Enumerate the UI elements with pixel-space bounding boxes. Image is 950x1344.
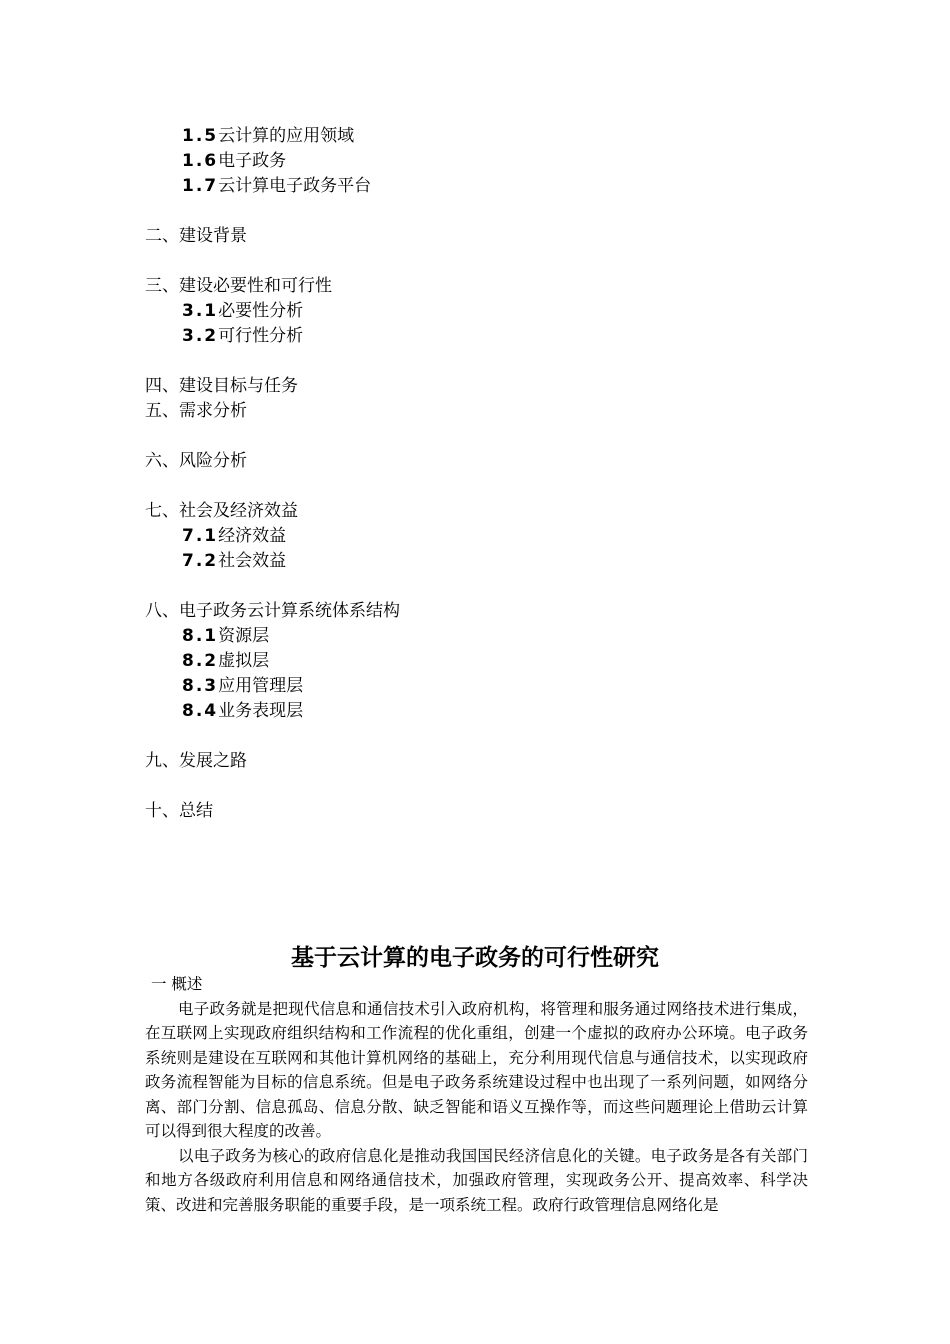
toc-number: 1.6	[182, 151, 219, 171]
toc-label: 云计算电子政务平台	[218, 176, 372, 196]
toc-number: 1.5	[182, 126, 219, 146]
paragraph-1: 电子政务就是把现代信息和通信技术引入政府机构，将管理和服务通过网络技术进行集成，在互联网上实现政府组织结构和工作流程的优化重组，创建一个虚拟的政府办公环境。电子政务系统则是建设在互联网和其他计算机网络的基础上，充分利用现代信息与通信技术，以实现政府政务流程智能为目标的信息系统。但是电子政务系统建设过程中也出现了一系列问题，如网络分离、部门分割、信息孤岛、信息分散、缺乏智能和语义互操作等，而这些问题理论上借助云计算可以得到很大程度的改善。	[145, 999, 808, 1140]
toc-item-7-2[interactable]	[145, 549, 845, 574]
toc-number: 7.2	[182, 551, 219, 571]
toc-item-3-2[interactable]	[145, 324, 845, 349]
toc-label: 电子政务	[218, 151, 287, 171]
toc-section-5[interactable]: 五、需求分析	[145, 401, 247, 421]
toc-number: 3.2	[182, 326, 219, 346]
toc-number: 8.3	[182, 676, 219, 696]
toc-label: 社会效益	[218, 551, 287, 571]
toc-number: 3.1	[182, 301, 219, 321]
document-body	[145, 972, 808, 1217]
document-title: 基于云计算的电子政务的可行性研究	[291, 945, 659, 971]
toc-item-3-1[interactable]	[145, 299, 845, 324]
toc-section-9[interactable]: 九、发展之路	[145, 751, 247, 771]
toc-section-4[interactable]: 四、建设目标与任务	[145, 376, 298, 396]
toc-number: 8.1	[182, 626, 219, 646]
toc-item-1-7[interactable]	[145, 174, 845, 199]
toc-section-3[interactable]: 三、建设必要性和可行性	[145, 276, 332, 296]
toc-item-8-4[interactable]	[145, 699, 845, 724]
toc-number: 1.7	[182, 176, 219, 196]
toc-section-7[interactable]: 七、社会及经济效益	[145, 501, 298, 521]
section-heading: 一 概述	[151, 975, 203, 993]
toc-item-8-3[interactable]	[145, 674, 845, 699]
toc-label: 云计算的应用领域	[218, 126, 355, 146]
toc-label: 经济效益	[218, 526, 287, 546]
toc-label: 必要性分析	[218, 301, 304, 321]
toc-item-8-2[interactable]	[145, 649, 845, 674]
toc-label: 虚拟层	[218, 651, 270, 671]
toc-section-2[interactable]: 二、建设背景	[145, 226, 247, 246]
toc-section-8[interactable]: 八、电子政务云计算系统体系结构	[145, 601, 400, 621]
toc-number: 7.1	[182, 526, 219, 546]
toc-label: 业务表现层	[218, 701, 304, 721]
toc-item-8-1[interactable]	[145, 624, 845, 649]
toc-number: 8.2	[182, 651, 219, 671]
paragraph-2: 以电子政务为核心的政府信息化是推动我国国民经济信息化的关键。电子政务是各有关部门和地方各级政府利用信息和网络通信技术，加强政府管理，实现政务公开、提高效率、科学决策、改进和完善服务职能的重要手段，是一项系统工程。政府行政管理信息网络化是	[145, 1146, 808, 1214]
toc-section-6[interactable]: 六、风险分析	[145, 451, 247, 471]
toc-item-1-6[interactable]	[145, 149, 845, 174]
toc-number: 8.4	[182, 701, 219, 721]
table-of-contents	[145, 124, 845, 824]
toc-label: 可行性分析	[218, 326, 304, 346]
toc-section-10[interactable]: 十、总结	[145, 801, 213, 821]
toc-label: 应用管理层	[218, 676, 304, 696]
toc-label: 资源层	[218, 626, 270, 646]
toc-item-7-1[interactable]	[145, 524, 845, 549]
toc-item-1-5[interactable]	[145, 124, 845, 149]
